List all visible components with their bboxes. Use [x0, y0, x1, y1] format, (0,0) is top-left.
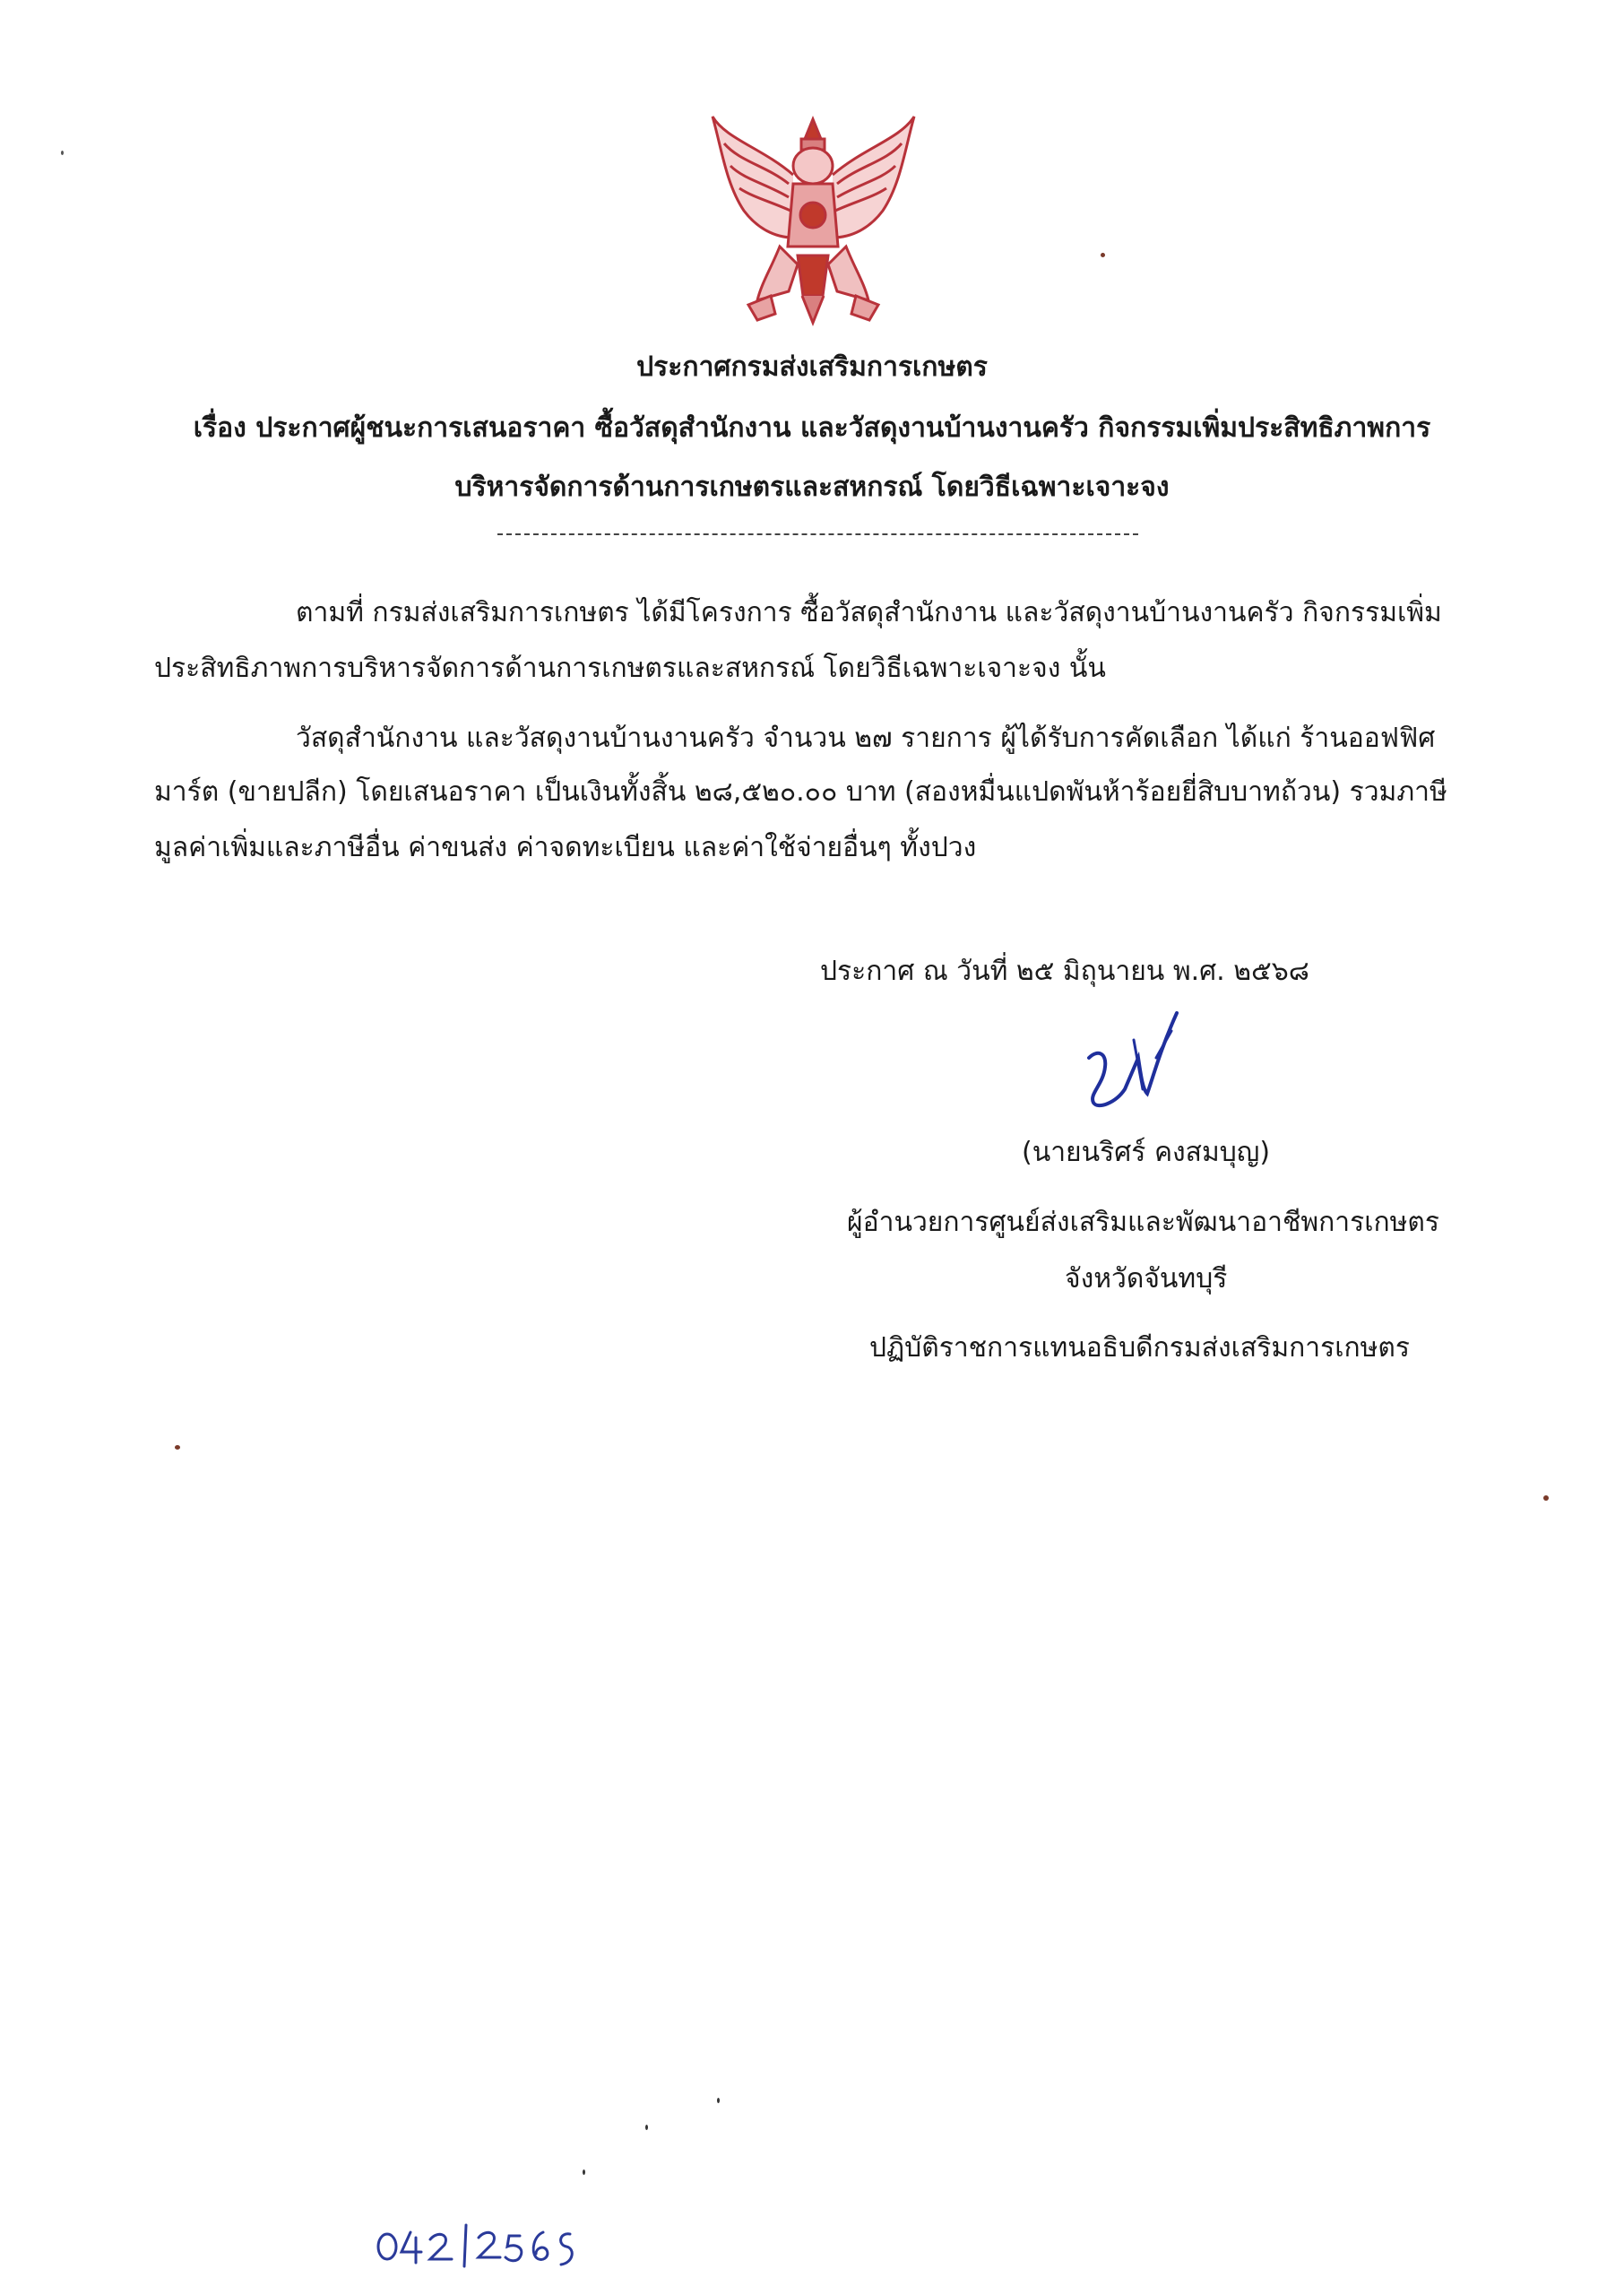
- scan-speck: [583, 2169, 585, 2175]
- body-paragraph-2-line-2: มาร์ต (ขายปลีก) โดยเสนอราคา เป็นเงินทั้งสิ้น ๒๘,๕๒๐.๐๐ บาท (สองหมื่นแปดพันห้าร้อยยี่สิบบาทถ้วน) รวมภาษี: [154, 776, 1447, 808]
- signature-icon: [1071, 1004, 1196, 1112]
- scan-speck: [61, 151, 64, 155]
- signer-position-2: จังหวัดจันทบุรี: [1065, 1263, 1228, 1295]
- signer-position-3: ปฏิบัติราชการแทนอธิบดีกรมส่งเสริมการเกษตร: [869, 1332, 1411, 1364]
- handwritten-note: [375, 2214, 581, 2268]
- signer-name: (นายนริศร์ คงสมบุญ): [1022, 1137, 1271, 1168]
- announcement-date: ประกาศ ณ วันที่ ๒๕ มิถุนายน พ.ศ. ๒๕๖๘: [820, 956, 1309, 987]
- scan-speck: [1101, 253, 1105, 257]
- body-paragraph-2-line-3: มูลค่าเพิ่มและภาษีอื่น ค่าขนส่ง ค่าจดทะเบียน และค่าใช้จ่ายอื่นๆ ทั้งปวง: [154, 832, 977, 863]
- body-paragraph-2-line-1: วัสดุสำนักงาน และวัสดุงานบ้านงานครัว จำนวน ๒๗ รายการ ผู้ได้รับการคัดเลือก ได้แก่ ร้านออฟฟิศ: [296, 723, 1436, 754]
- body-paragraph-1-line-1: ตามที่ กรมส่งเสริมการเกษตร ได้มีโครงการ ซื้อวัสดุสำนักงาน และวัสดุงานบ้านงานครัว กิจกรรมเพิ่ม: [296, 597, 1442, 628]
- scan-speck: [645, 2125, 648, 2130]
- body-paragraph-1-line-2: ประสิทธิภาพการบริหารจัดการด้านการเกษตรและสหกรณ์ โดยวิธีเฉพาะเจาะจง นั้น: [154, 653, 1106, 684]
- divider-line: [497, 533, 1138, 535]
- signer-position-1: ผู้อำนวยการศูนย์ส่งเสริมและพัฒนาอาชีพการเกษตร: [847, 1207, 1440, 1238]
- scan-speck: [175, 1445, 180, 1450]
- subject-line-1: เรื่อง ประกาศผู้ชนะการเสนอราคา ซื้อวัสดุสำนักงาน และวัสดุงานบ้านงานครัว กิจกรรมเพิ่มประสิทธิภาพการ: [193, 412, 1431, 444]
- scan-speck: [717, 2098, 720, 2103]
- subject-line-2: บริหารจัดการด้านการเกษตรและสหกรณ์ โดยวิธีเฉพาะเจาะจง: [454, 472, 1170, 503]
- document-title: ประกาศกรมส่งเสริมการเกษตร: [636, 351, 988, 383]
- scan-speck: [1543, 1495, 1549, 1501]
- garuda-emblem-icon: [708, 112, 919, 327]
